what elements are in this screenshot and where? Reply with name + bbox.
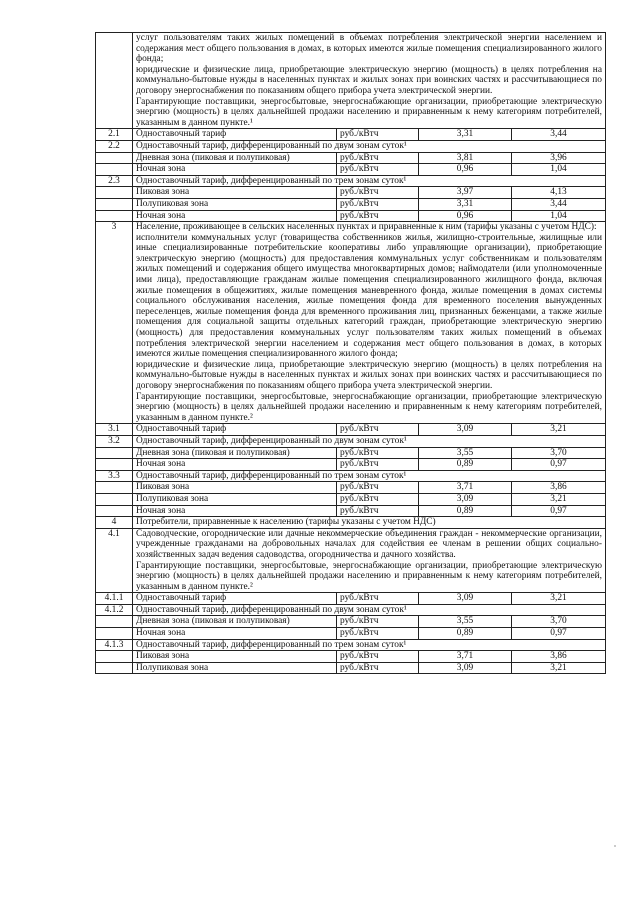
tariff-name: Полупиковая зона <box>133 493 337 505</box>
row-number: 4 <box>96 517 133 529</box>
unit-cell: руб./кВтч <box>337 152 419 164</box>
tariff-table-body <box>96 33 606 674</box>
tariff-value-second-half: 3,21 <box>512 493 606 505</box>
description-paragraph: Садоводческие, огороднические или дачные некоммерческие объединения граждан - некоммерческие организации, учрежденные гражданами на добровольных началах для содействия ее членам в решении общих социально-хозяйственных задач ведения садоводства, огородничества и дачного хозяйства. <box>136 528 602 560</box>
tariff-value-first-half: 3,31 <box>419 198 512 210</box>
row-number <box>96 187 133 199</box>
row-number <box>96 210 133 222</box>
tariff-name: Одноставочный тариф <box>133 129 337 141</box>
tariff-name: Ночная зона <box>133 459 337 471</box>
unit-cell: руб./кВтч <box>337 593 419 605</box>
section-row <box>96 517 606 529</box>
tariff-value-second-half: 3,86 <box>512 482 606 494</box>
description-paragraph: услуг пользователям таких жилых помещений в объемах потребления электрической энергии населением и содержания мест общего пользования в домах, в которых имеются жилые помещения специализированного жилого фонда; <box>136 33 602 65</box>
tariff-name: Ночная зона <box>133 505 337 517</box>
section-title: Одноставочный тариф, дифференцированный по трем зонам суток¹ <box>133 470 606 482</box>
row-number: 3.3 <box>96 470 133 482</box>
section-title: Одноставочный тариф, дифференцированный по двум зонам суток¹ <box>133 140 606 152</box>
row-number: 4.1.1 <box>96 593 133 605</box>
tariff-row <box>96 493 606 505</box>
tariff-row <box>96 459 606 471</box>
tariff-name: Пиковая зона <box>133 187 337 199</box>
tariff-row <box>96 424 606 436</box>
section-title: Потребители, приравненные к населению (тарифы указаны с учетом НДС) <box>133 517 606 529</box>
tariff-name: Ночная зона <box>133 164 337 176</box>
tariff-value-first-half: 3,71 <box>419 482 512 494</box>
tariff-row <box>96 164 606 176</box>
tariff-row <box>96 482 606 494</box>
row-number <box>96 662 133 674</box>
tariff-name: Пиковая зона <box>133 651 337 663</box>
row-number <box>96 616 133 628</box>
section-row <box>96 435 606 447</box>
unit-cell: руб./кВтч <box>337 616 419 628</box>
row-number <box>96 493 133 505</box>
tariff-value-second-half: 1,04 <box>512 210 606 222</box>
tariff-value-first-half: 0,96 <box>419 164 512 176</box>
row-number: 3.1 <box>96 424 133 436</box>
tariff-row <box>96 616 606 628</box>
unit-cell: руб./кВтч <box>337 505 419 517</box>
tariff-value-second-half: 3,21 <box>512 593 606 605</box>
tariff-value-first-half: 0,89 <box>419 505 512 517</box>
tariff-value-second-half: 3,96 <box>512 152 606 164</box>
description-paragraph: Гарантирующие поставщики, энергосбытовые, энергоснабжающие организации, приобретающие электрическую энергию (мощность) в целях дальнейшей продажи населению и приравненным к нему категориям потребителей, указанным в данном пункте.² <box>136 560 602 592</box>
unit-cell: руб./кВтч <box>337 493 419 505</box>
tariff-name: Одноставочный тариф <box>133 593 337 605</box>
section-row <box>96 470 606 482</box>
row-number: 3 <box>96 222 133 424</box>
tariff-value-second-half: 3,44 <box>512 198 606 210</box>
tariff-row <box>96 651 606 663</box>
unit-cell: руб./кВтч <box>337 129 419 141</box>
description-paragraph: юридические и физические лица, приобретающие электрическую энергию (мощность) в целях потребления на коммунально-бытовые нужды в населенных пунктах и жилых зонах при воинских частях и рассчитывающиеся по договору энергоснабжения по показаниям общего прибора учета электрической энергии. <box>136 64 602 96</box>
tariff-value-second-half: 3,44 <box>512 129 606 141</box>
section-row <box>96 604 606 616</box>
tariff-value-second-half: 1,04 <box>512 164 606 176</box>
row-number <box>96 152 133 164</box>
unit-cell: руб./кВтч <box>337 459 419 471</box>
row-number <box>96 164 133 176</box>
scan-speck <box>614 845 616 847</box>
tariff-value-first-half: 3,09 <box>419 662 512 674</box>
tariff-value-first-half: 0,89 <box>419 459 512 471</box>
description-paragraph: юридические и физические лица, приобретающие электрическую энергию (мощность) в целях потребления на коммунально-бытовые нужды в населенных пунктах и жилых зонах при воинских частях и рассчитывающиеся по договору энергоснабжения по показаниям общего прибора учета электрической энергии. <box>136 359 602 391</box>
tariff-value-first-half: 3,09 <box>419 493 512 505</box>
tariff-row <box>96 152 606 164</box>
tariff-value-second-half: 0,97 <box>512 628 606 640</box>
row-number <box>96 198 133 210</box>
section-title: Одноставочный тариф, дифференцированный по двум зонам суток¹ <box>133 604 606 616</box>
row-number <box>96 459 133 471</box>
description-paragraph: Гарантирующие поставщики, энергосбытовые, энергоснабжающие организации, приобретающие электрическую энергию (мощность) в целях дальнейшей продажи населению и приравненным к нему категориям потребителей, указанным в данном пункте.¹ <box>136 96 602 128</box>
description-paragraph: Гарантирующие поставщики, энергосбытовые, энергоснабжающие организации, приобретающие электрическую энергию (мощность) в целях дальнейшей продажи населению и приравненным к нему категориям потребителей, указанным в данном пункте.² <box>136 391 602 423</box>
tariff-row <box>96 505 606 517</box>
tariff-row <box>96 129 606 141</box>
tariff-row <box>96 662 606 674</box>
tariff-value-first-half: 3,97 <box>419 187 512 199</box>
unit-cell: руб./кВтч <box>337 164 419 176</box>
tariff-row <box>96 210 606 222</box>
row-number <box>96 651 133 663</box>
description-cell <box>133 528 606 593</box>
tariff-value-second-half: 3,70 <box>512 447 606 459</box>
unit-cell: руб./кВтч <box>337 210 419 222</box>
unit-cell: руб./кВтч <box>337 187 419 199</box>
section-row <box>96 140 606 152</box>
tariff-value-second-half: 0,97 <box>512 505 606 517</box>
tariff-row <box>96 198 606 210</box>
section-title: Одноставочный тариф, дифференцированный по трем зонам суток¹ <box>133 175 606 187</box>
tariff-row <box>96 628 606 640</box>
tariff-name: Ночная зона <box>133 210 337 222</box>
tariff-table <box>95 32 606 674</box>
tariff-value-first-half: 3,55 <box>419 616 512 628</box>
unit-cell: руб./кВтч <box>337 424 419 436</box>
tariff-name: Пиковая зона <box>133 482 337 494</box>
tariff-value-second-half: 3,21 <box>512 424 606 436</box>
tariff-name: Полупиковая зона <box>133 198 337 210</box>
row-number: 4.1.3 <box>96 639 133 651</box>
tariff-value-first-half: 3,31 <box>419 129 512 141</box>
unit-cell: руб./кВтч <box>337 628 419 640</box>
tariff-value-first-half: 3,55 <box>419 447 512 459</box>
tariff-value-first-half: 0,96 <box>419 210 512 222</box>
row-number: 2.1 <box>96 129 133 141</box>
tariff-name: Дневная зона (пиковая и полупиковая) <box>133 447 337 459</box>
row-number <box>96 482 133 494</box>
tariff-row <box>96 593 606 605</box>
row-number: 4.1 <box>96 528 133 593</box>
tariff-value-second-half: 3,86 <box>512 651 606 663</box>
section-title: Одноставочный тариф, дифференцированный по трем зонам суток¹ <box>133 639 606 651</box>
tariff-row <box>96 187 606 199</box>
description-row <box>96 528 606 593</box>
row-number: 3.2 <box>96 435 133 447</box>
tariff-value-second-half: 3,21 <box>512 662 606 674</box>
section-row <box>96 639 606 651</box>
row-number: 2.2 <box>96 140 133 152</box>
tariff-name: Дневная зона (пиковая и полупиковая) <box>133 616 337 628</box>
tariff-name: Ночная зона <box>133 628 337 640</box>
description-paragraph: исполнители коммунальных услуг (товарищества собственников жилья, жилищно-строительные, жилищные или иные специализированные потребительские кооперативы либо управляющие организации), приобретающие электрическую энергию (мощность) для предоставления коммунальных услуг собственникам и пользователям жилых помещений и содержания общего имущества многоквартирных домов; наймодатели (или уполномоченные ими лица), предоставляющие гражданам жилые помещения специализированного жилищного фонда, включая жилые помещения в общежитиях, жилые помещения маневренного фонда, жилые помещения в домах системы социального обслуживания населения, жилые помещения фонда для временного поселения вынужденных переселенцев, жилые помещения фонда для временного проживания лиц, признанных беженцами, а также жилые помещения для социальной защиты отдельных категорий граждан, приобретающие электрическую энергию (мощность) для предоставления коммунальных услуг пользователям таких жилых помещений в объемах потребления электрической энергии населением и содержания мест общего пользования в домах, в которых имеются жилые помещения специализированного жилого фонда; <box>136 232 602 360</box>
row-number: 4.1.2 <box>96 604 133 616</box>
description-row <box>96 33 606 129</box>
tariff-value-first-half: 3,09 <box>419 424 512 436</box>
tariff-value-first-half: 3,09 <box>419 593 512 605</box>
unit-cell: руб./кВтч <box>337 482 419 494</box>
description-cell <box>133 222 606 424</box>
unit-cell: руб./кВтч <box>337 198 419 210</box>
tariff-value-first-half: 3,81 <box>419 152 512 164</box>
tariff-name: Одноставочный тариф <box>133 424 337 436</box>
tariff-name: Полупиковая зона <box>133 662 337 674</box>
row-number <box>96 447 133 459</box>
description-row <box>96 222 606 424</box>
tariff-row <box>96 447 606 459</box>
row-number <box>96 628 133 640</box>
row-number: 2.3 <box>96 175 133 187</box>
unit-cell: руб./кВтч <box>337 651 419 663</box>
row-number <box>96 505 133 517</box>
tariff-name: Дневная зона (пиковая и полупиковая) <box>133 152 337 164</box>
description-cell <box>133 33 606 129</box>
row-number <box>96 33 133 129</box>
unit-cell: руб./кВтч <box>337 447 419 459</box>
tariff-value-second-half: 4,13 <box>512 187 606 199</box>
tariff-value-second-half: 3,70 <box>512 616 606 628</box>
description-paragraph: Население, проживающее в сельских населенных пунктах и приравненные к ним (тарифы указаны с учетом НДС): <box>136 222 597 233</box>
section-row <box>96 175 606 187</box>
unit-cell: руб./кВтч <box>337 662 419 674</box>
tariff-value-first-half: 3,71 <box>419 651 512 663</box>
section-title: Одноставочный тариф, дифференцированный по двум зонам суток¹ <box>133 435 606 447</box>
tariff-value-second-half: 0,97 <box>512 459 606 471</box>
tariff-value-first-half: 0,89 <box>419 628 512 640</box>
